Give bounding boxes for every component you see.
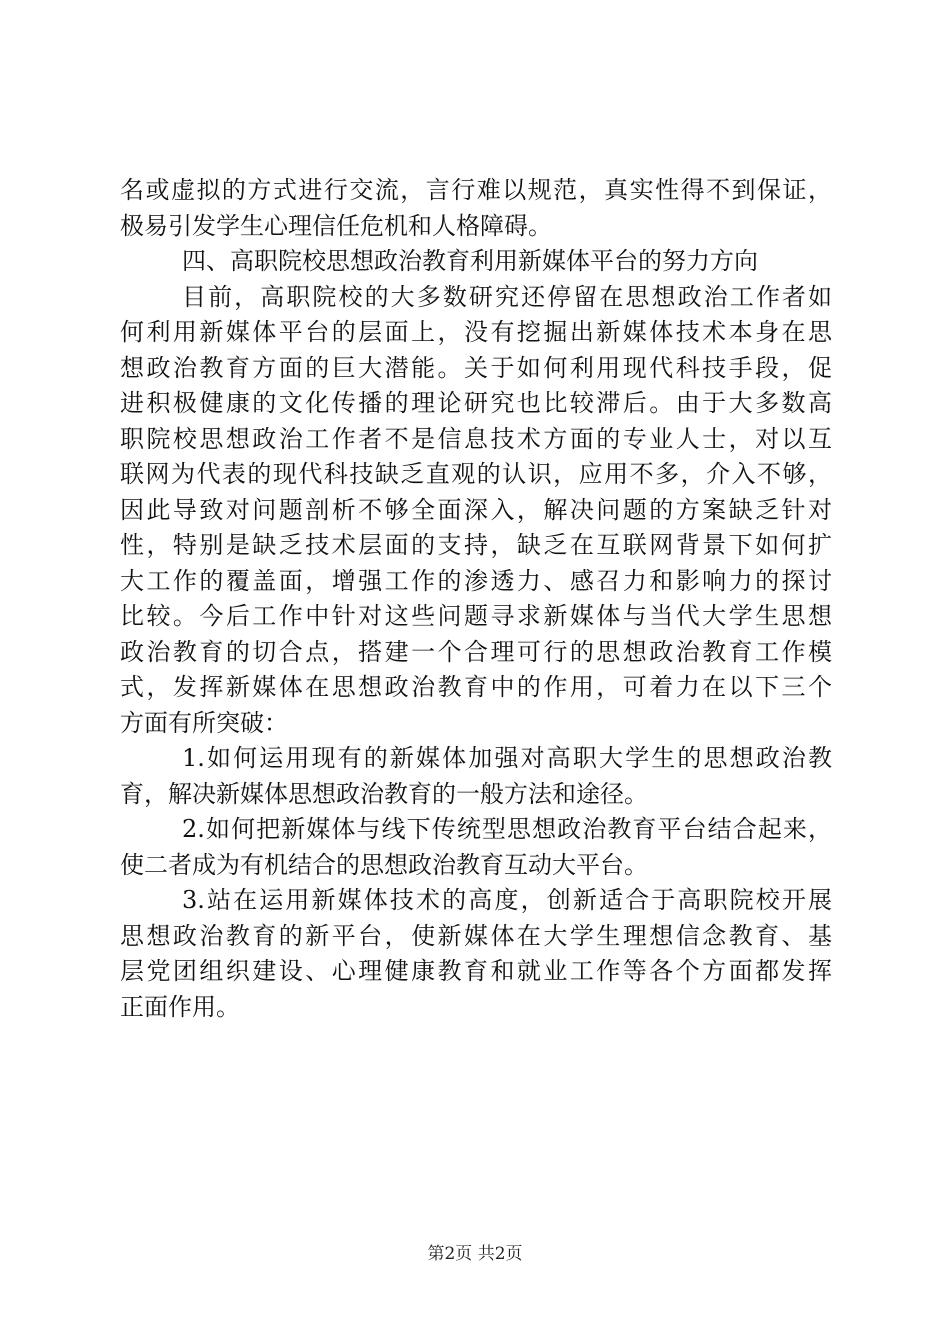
text-line: 因此导致对问题剖析不够全面深入，解决问题的方案缺乏针对 (120, 495, 832, 524)
text-line: 政治教育的切合点，搭建一个合理可行的思想政治教育工作模 (120, 637, 832, 666)
text-line: 想政治教育方面的巨大潜能。关于如何利用现代科技手段，促 (120, 353, 832, 382)
text-line: 何利用新媒体平台的层面上，没有挖掘出新媒体技术本身在思 (120, 318, 832, 346)
section-heading: 四、高职院校思想政治教育利用新媒体平台的努力方向 (182, 247, 758, 275)
list-item-1: 1.如何运用现有的新媒体加强对高职大学生的思想政治教 (182, 744, 832, 772)
page-number-footer: 第2页 共2页 (427, 1244, 523, 1264)
text-line: 方面有所突破： (120, 708, 288, 737)
text-line: 思想政治教育的新平台，使新媒体在大学生理想信念教育、基 (120, 921, 832, 950)
text-line: 层党团组织建设、心理健康教育和就业工作等各个方面都发挥 (120, 957, 832, 985)
text-line: 目前，高职院校的大多数研究还停留在思想政治工作者如 (182, 282, 832, 311)
text-line: 进积极健康的文化传播的理论研究也比较滞后。由于大多数高 (120, 389, 832, 417)
document-body (120, 173, 832, 1025)
text-line: 名或虚拟的方式进行交流，言行难以规范，真实性得不到保证， (120, 176, 832, 204)
text-line: 比较。今后工作中针对这些问题寻求新媒体与当代大学生思想 (120, 602, 832, 630)
list-item-2: 2.如何把新媒体与线下传统型思想政治教育平台结合起来， (182, 815, 832, 843)
text-line: 正面作用。 (120, 992, 240, 1021)
text-line: 育，解决新媒体思想政治教育的一般方法和途径。 (120, 779, 648, 808)
text-line: 极易引发学生心理信任危机和人格障碍。 (120, 211, 552, 240)
text-line: 性，特别是缺乏技术层面的支持，缺乏在互联网背景下如何扩 (120, 531, 832, 559)
text-line: 大工作的覆盖面，增强工作的渗透力、感召力和影响力的探讨 (120, 566, 832, 595)
text-line: 职院校思想政治工作者不是信息技术方面的专业人士，对以互 (120, 424, 832, 453)
text-line: 使二者成为有机结合的思想政治教育互动大平台。 (120, 850, 648, 879)
text-line: 式，发挥新媒体在思想政治教育中的作用，可着力在以下三个 (120, 673, 832, 701)
text-line: 联网为代表的现代科技缺乏直观的认识，应用不多，介入不够， (120, 460, 832, 488)
list-item-3: 3.站在运用新媒体技术的高度，创新适合于高职院校开展 (182, 886, 832, 914)
